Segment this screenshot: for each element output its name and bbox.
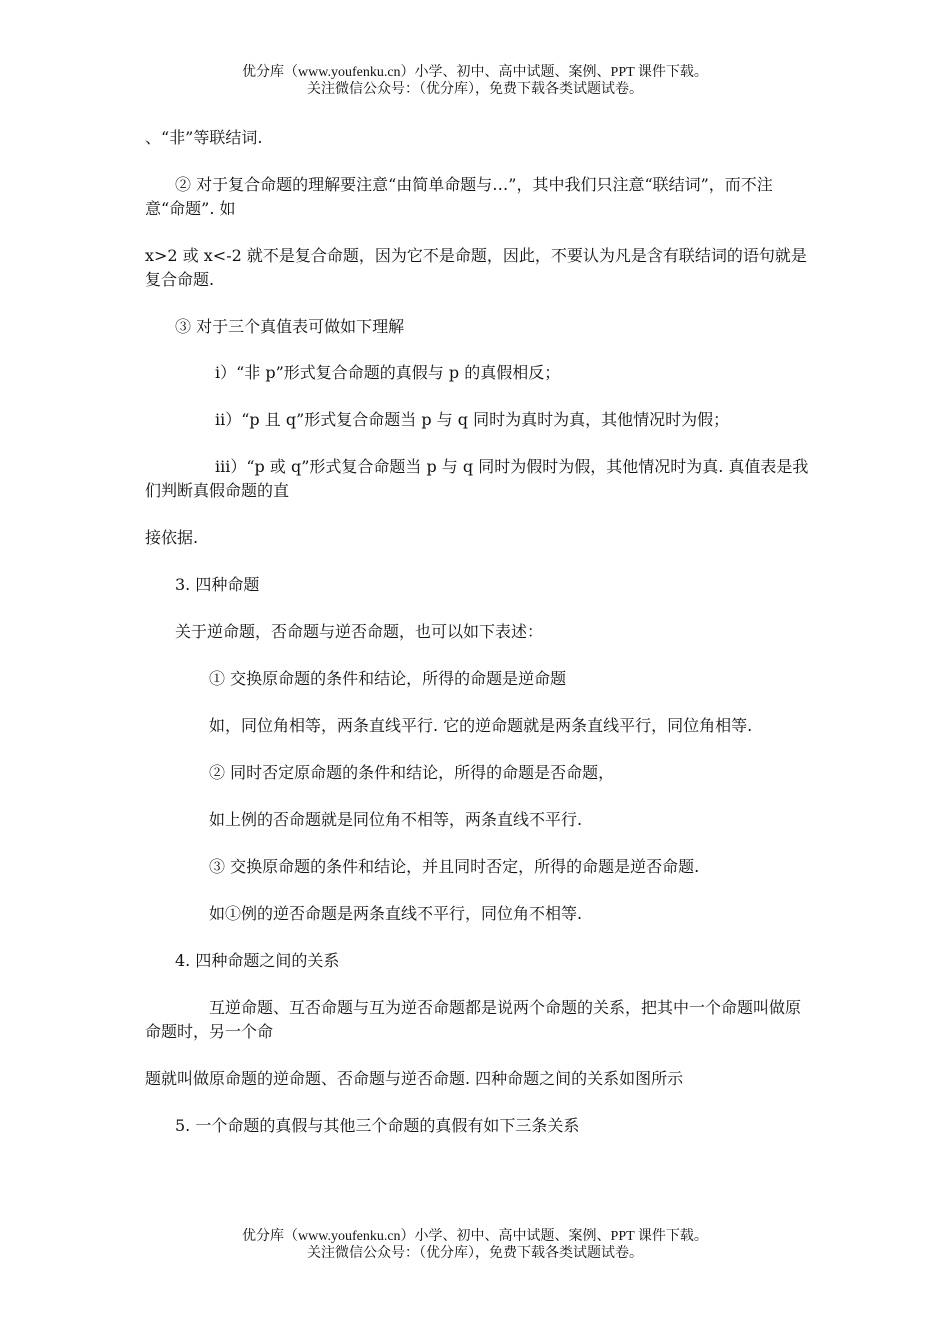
paragraph: 关于逆命题，否命题与逆否命题，也可以如下表述： [175,622,544,641]
paragraph: ③ 对于三个真值表可做如下理解 [175,317,405,336]
paragraph: 接依据. [145,528,199,547]
header-line-1: 优分库（www.youfenku.cn）小学、初中、高中试题、案例、PPT 课件下载。 [242,65,708,80]
header-line-2: 关注微信公众号：（优分库），免费下载各类试题试卷。 [307,82,643,97]
paragraph: 题就叫做原命题的逆命题、否命题与逆否命题. 四种命题之间的关系如图所示 [145,1069,684,1088]
page-header [0,64,950,98]
paragraph: 如上例的否命题就是同位角不相等，两条直线不平行. [209,810,583,829]
footer-line-1: 优分库（www.youfenku.cn）小学、初中、高中试题、案例、PPT 课件下载。 [242,1229,708,1244]
paragraph: ⅲ）“p 或 q”形式复合命题当 p 与 q 同时为假时为假，其他情况时为真. 真值表是我们判断真假命题的直 [145,457,809,500]
footer-line-2: 关注微信公众号：（优分库），免费下载各类试题试卷。 [307,1246,643,1261]
section-heading: 5. 一个命题的真假与其他三个命题的真假有如下三条关系 [175,1116,580,1135]
paragraph: ② 对于复合命题的理解要注意“由简单命题与…”，其中我们只注意“联结词”，而不注意“命题”. 如 [145,175,773,218]
paragraph: 如，同位角相等，两条直线平行. 它的逆命题就是两条直线平行，同位角相等. [209,716,753,735]
paragraph: 互逆命题、互否命题与互为逆否命题都是说两个命题的关系，把其中一个命题叫做原命题时，另一个命 [145,998,802,1041]
paragraph: ② 同时否定原命题的条件和结论，所得的命题是否命题， [209,763,615,782]
document-body [145,126,810,1138]
paragraph: ⅱ）“p 且 q”形式复合命题当 p 与 q 同时为真时为真，其他情况时为假； [215,410,730,429]
paragraph: ③ 交换原命题的条件和结论，并且同时否定，所得的命题是逆否命题. [209,857,700,876]
paragraph: ① 交换原命题的条件和结论，所得的命题是逆命题 [209,669,567,688]
paragraph: x>2 或 x<-2 就不是复合命题，因为它不是命题，因此，不要认为凡是含有联结词的语句就是复合命题. [145,246,807,289]
paragraph: 、“非”等联结词. [145,128,263,147]
section-heading: 3. 四种命题 [175,575,260,594]
page-footer [0,1228,950,1262]
paragraph: 如①例的逆否命题是两条直线不平行，同位角不相等. [209,904,583,923]
section-heading: 4. 四种命题之间的关系 [175,951,340,970]
paragraph: ⅰ）“非 p”形式复合命题的真假与 p 的真假相反； [215,363,561,382]
